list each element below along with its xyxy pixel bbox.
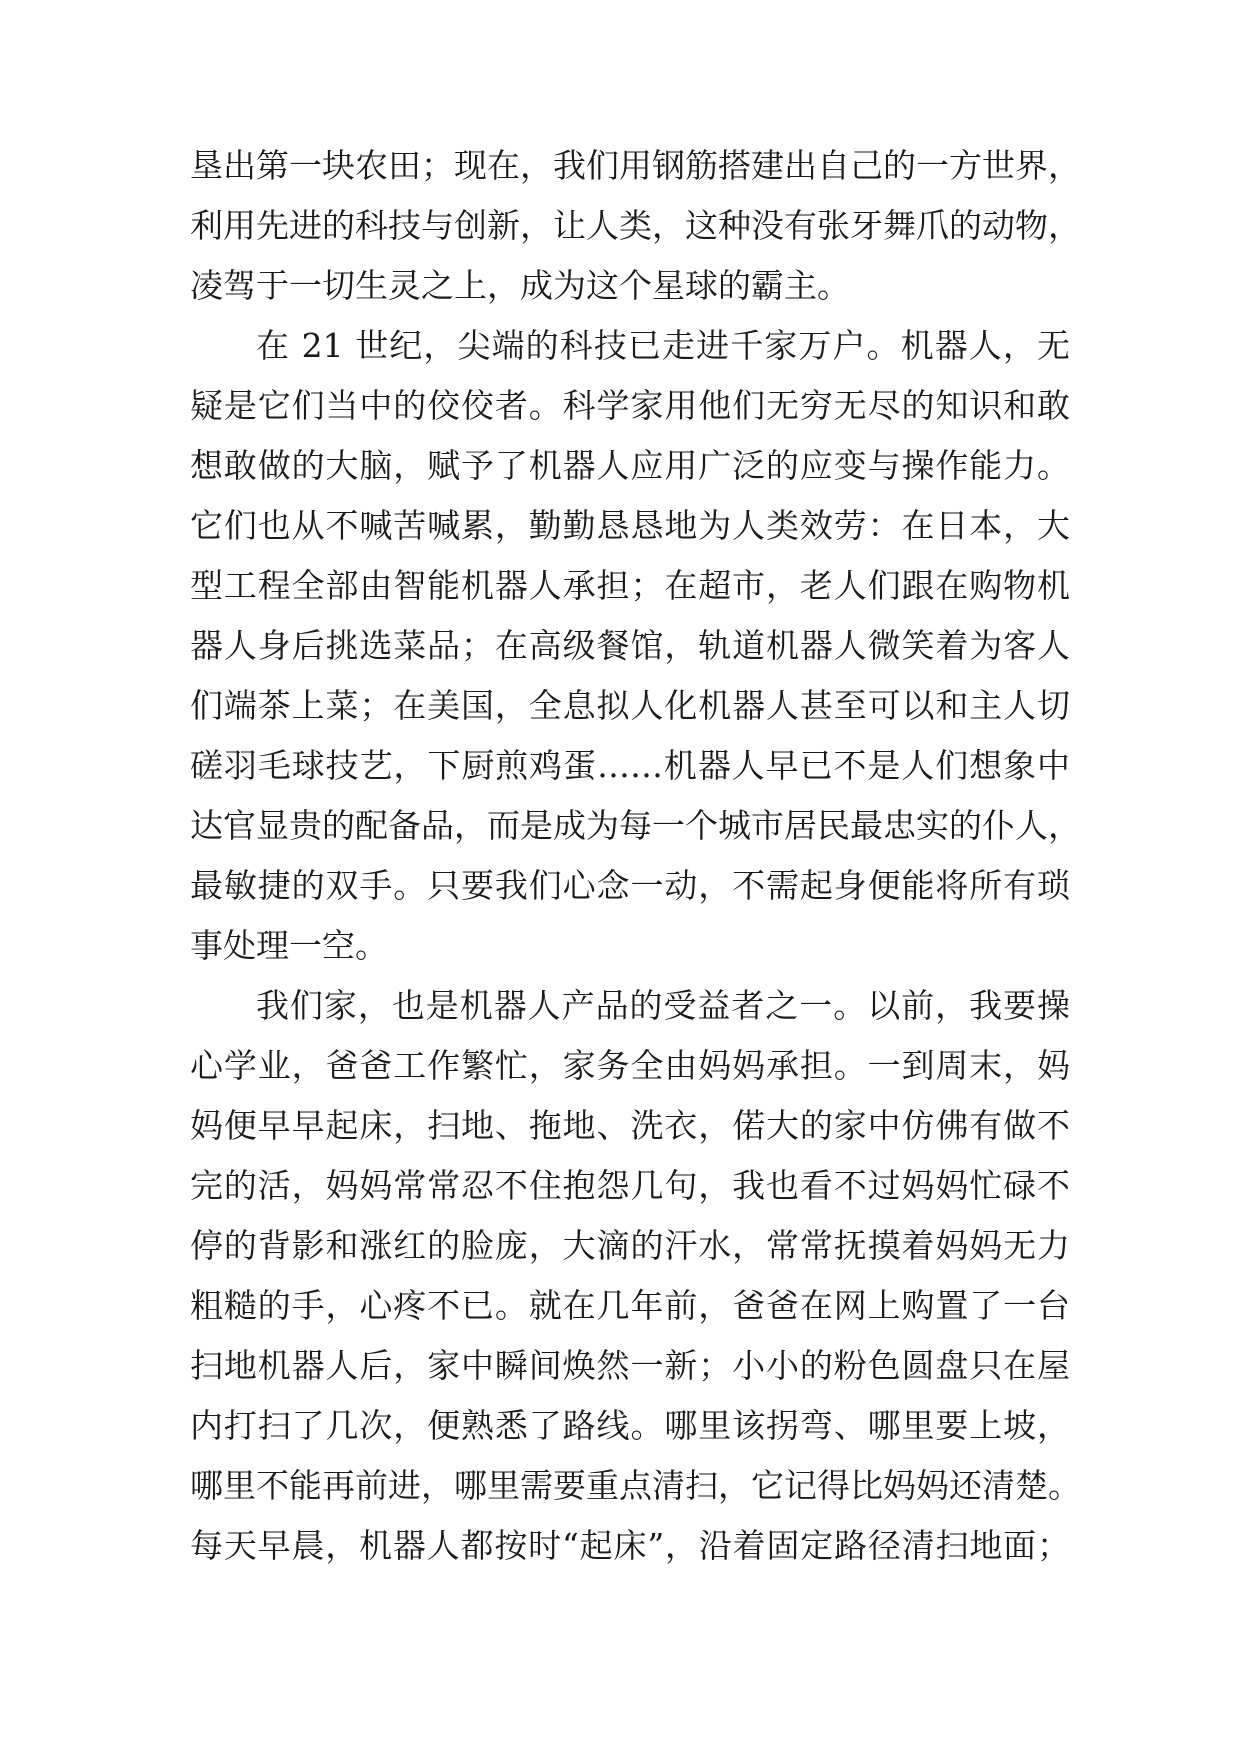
text-line: 事处理一空。 bbox=[190, 926, 388, 965]
text-line: 我们家，也是机器人产品的受益者之一。以前，我要操 bbox=[256, 986, 1070, 1025]
text-line: 型工程全部由智能机器人承担；在超市，老人们跟在购物机 bbox=[190, 566, 1070, 605]
text-line: 在 21 世纪，尖端的科技已走进千家万户。机器人，无 bbox=[256, 326, 1070, 365]
text-line: 扫地机器人后，家中瞬间焕然一新；小小的粉色圆盘只在屋 bbox=[190, 1346, 1070, 1385]
text-line: 垦出第一块农田；现在，我们用钢筋搭建出自己的一方世界， bbox=[190, 146, 1081, 185]
text-line: 磋羽毛球技艺，下厨煎鸡蛋……机器人早已不是人们想象中 bbox=[190, 746, 1070, 785]
text-line: 利用先进的科技与创新，让人类，这种没有张牙舞爪的动物， bbox=[190, 206, 1081, 245]
text-line: 内打扫了几次，便熟悉了路线。哪里该拐弯、哪里要上坡， bbox=[190, 1406, 1070, 1445]
text-line: 想敢做的大脑，赋予了机器人应用广泛的应变与操作能力。 bbox=[190, 446, 1070, 485]
text-line: 最敏捷的双手。只要我们心念一动，不需起身便能将所有琐 bbox=[190, 866, 1070, 905]
text-line: 妈便早早起床，扫地、拖地、洗衣，偌大的家中仿佛有做不 bbox=[190, 1106, 1070, 1145]
document-body bbox=[190, 136, 1081, 1576]
text-line: 粗糙的手，心疼不已。就在几年前，爸爸在网上购置了一台 bbox=[190, 1286, 1070, 1325]
text-line: 疑是它们当中的佼佼者。科学家用他们无穷无尽的知识和敢 bbox=[190, 386, 1070, 425]
text-line: 哪里不能再前进，哪里需要重点清扫，它记得比妈妈还清楚。 bbox=[190, 1466, 1081, 1505]
text-line: 凌驾于一切生灵之上，成为这个星球的霸主。 bbox=[190, 266, 850, 305]
text-line: 心学业，爸爸工作繁忙，家务全由妈妈承担。一到周末，妈 bbox=[190, 1046, 1070, 1085]
text-line: 们端茶上菜；在美国，全息拟人化机器人甚至可以和主人切 bbox=[190, 686, 1070, 725]
text-line: 每天早晨，机器人都按时“起床”，沿着固定路径清扫地面； bbox=[190, 1526, 1070, 1565]
text-line: 它们也从不喊苦喊累，勤勤恳恳地为人类效劳：在日本，大 bbox=[190, 506, 1070, 545]
text-line: 停的背影和涨红的脸庞，大滴的汗水，常常抚摸着妈妈无力 bbox=[190, 1226, 1070, 1265]
text-line: 完的活，妈妈常常忍不住抱怨几句，我也看不过妈妈忙碌不 bbox=[190, 1166, 1070, 1205]
text-line: 达官显贵的配备品，而是成为每一个城市居民最忠实的仆人， bbox=[190, 806, 1081, 845]
text-line: 器人身后挑选菜品；在高级餐馆，轨道机器人微笑着为客人 bbox=[190, 626, 1070, 665]
